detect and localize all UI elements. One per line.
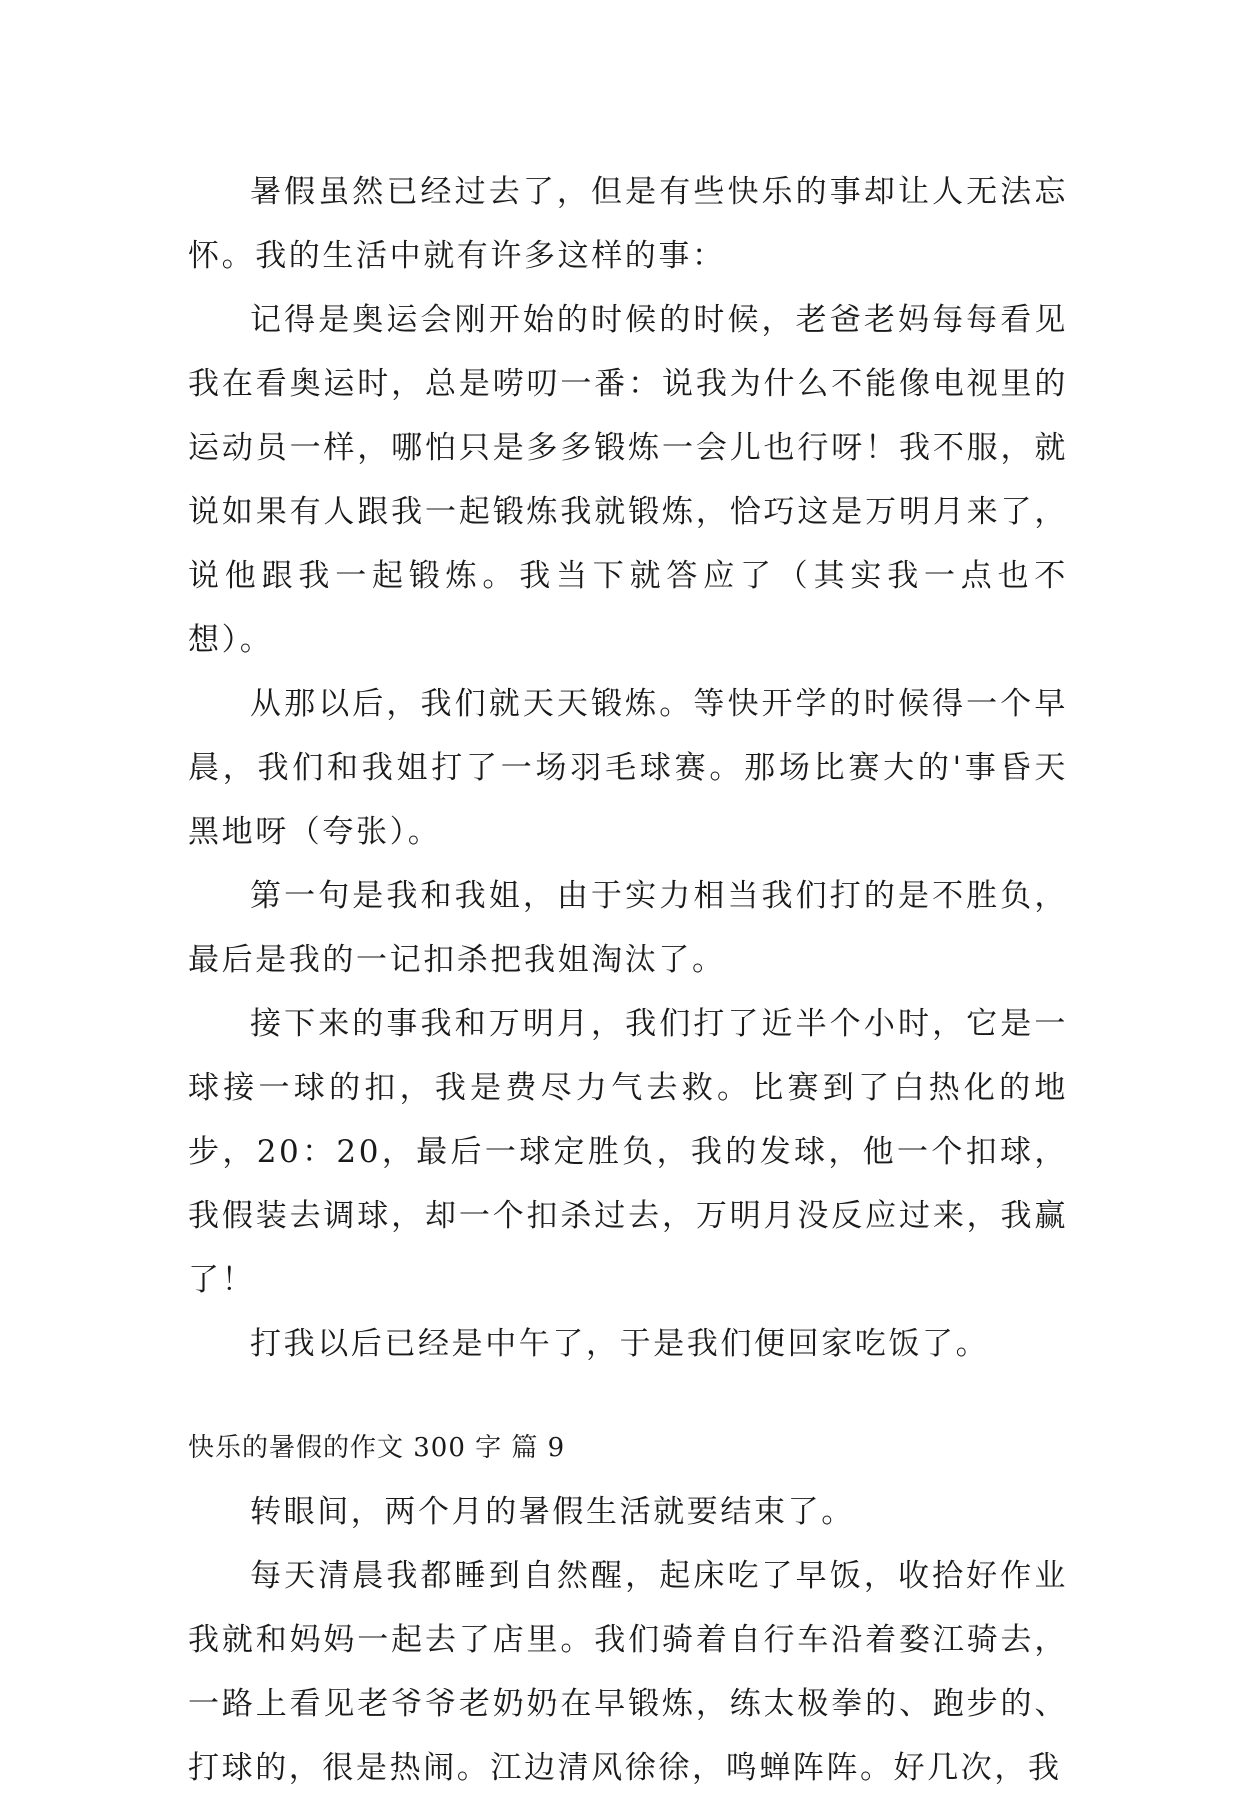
paragraph: 第一句是我和我姐，由于实力相当我们打的是不胜负，最后是我的一记扣杀把我姐淘汰了。 [188,878,1068,978]
document-page [188,160,1068,1800]
paragraph: 从那以后，我们就天天锻炼。等快开学的时候得一个早晨，我们和我姐打了一场羽毛球赛。那场比赛大的'事昏天黑地呀（夸张）。 [188,686,1068,850]
paragraph: 每天清晨我都睡到自然醒，起床吃了早饭，收拾好作业我就和妈妈一起去了店里。我们骑着自行车沿着婺江骑去，一路上看见老爷爷老奶奶在早锻炼，练太极拳的、跑步的、打球的，很是热闹。江边清风徐徐，鸣蝉阵阵。好几次，我 [188,1558,1068,1786]
paragraph: 暑假虽然已经过去了，但是有些快乐的事却让人无法忘怀。我的生活中就有许多这样的事： [188,174,1068,274]
paragraph: 记得是奥运会刚开始的时候的时候，老爸老妈每每看见我在看奥运时，总是唠叨一番：说我为什么不能像电视里的运动员一样，哪怕只是多多锻炼一会儿也行呀！我不服，就说如果有人跟我一起锻炼我就锻炼，恰巧这是万明月来了，说他跟我一起锻炼。我当下就答应了（其实我一点也不想）。 [188,302,1068,658]
paragraph: 接下来的事我和万明月，我们打了近半个小时，它是一球接一球的扣，我是费尽力气去救。比赛到了白热化的地步，20：20，最后一球定胜负，我的发球，他一个扣球，我假装去调球，却一个扣杀过去，万明月没反应过来，我赢了！ [188,1006,1068,1298]
section-heading: 快乐的暑假的作文 300 字 篇 9 [188,1433,566,1463]
paragraph: 打我以后已经是中午了，于是我们便回家吃饭了。 [250,1326,990,1362]
paragraph: 转眼间，两个月的暑假生活就要结束了。 [250,1494,855,1530]
